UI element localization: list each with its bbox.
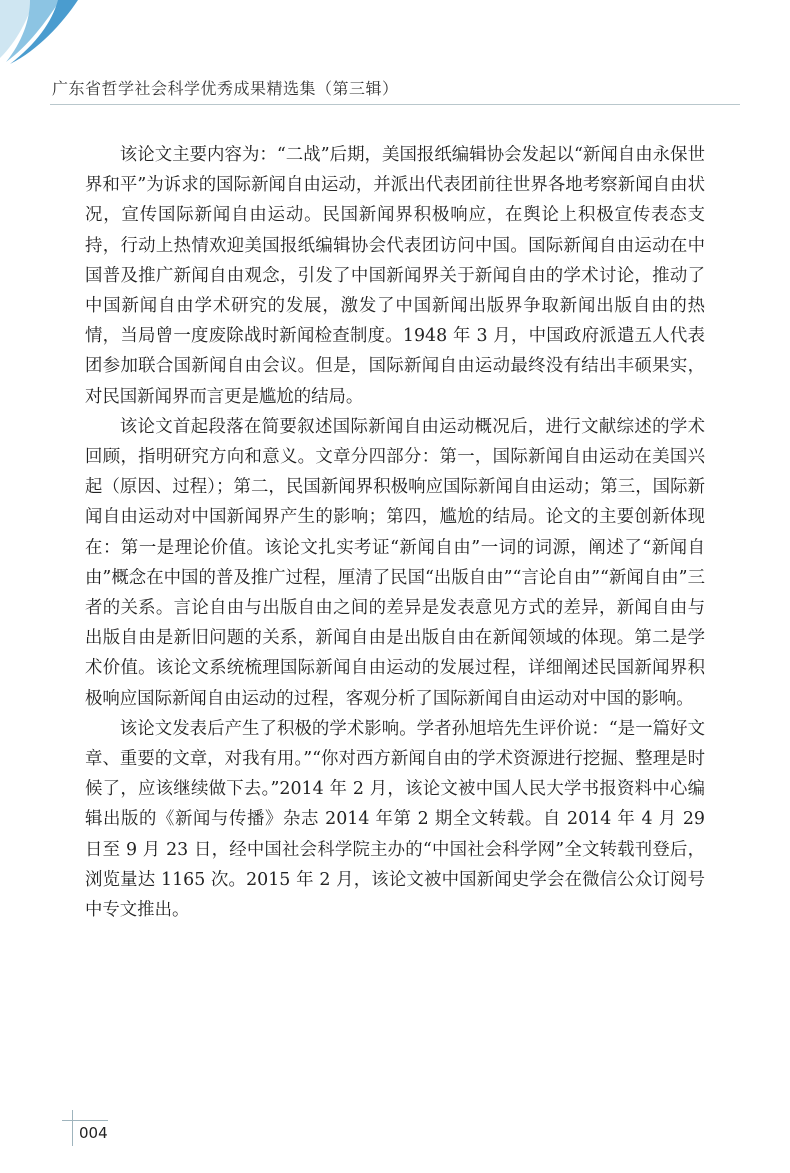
paragraph-1: 该论文主要内容为：“二战”后期，美国报纸编辑协会发起以“新闻自由永保世界和平”为诉求的国际新闻自由运动，并派出代表团前往世界各地考察新闻自由状况，宣传国际新闻自由运动。民国新闻界积极响应，在舆论上积极宣传表态支持，行动上热情欢迎美国报纸编辑协会代表团访问中国。国际新闻自由运动在中国普及推广新闻自由观念，引发了中国新闻界关于新闻自由的学术讨论，推动了中国新闻自由学术研究的发展，激发了中国新闻出版界争取新闻出版自由的热情，当局曾一度废除战时新闻检查制度。1948 年 3 月，中国政府派遣五人代表团参加联合国新闻自由会议。但是，国际新闻自由运动最终没有结出丰硕果实，对民国新闻界而言更是尴尬的结局。 (85, 145, 705, 407)
crosshair-horizontal-line (62, 1120, 108, 1121)
running-header-title: 广东省哲学社会科学优秀成果精选集（第三辑） (52, 79, 399, 98)
crosshair-vertical-line (72, 1110, 73, 1146)
corner-wave-decoration (0, 0, 90, 80)
page-number: 004 (79, 1124, 108, 1142)
paragraph-2: 该论文首起段落在简要叙述国际新闻自由运动概况后，进行文献综述的学术回顾，指明研究方向和意义。文章分四部分：第一，国际新闻自由运动在美国兴起（原因、过程）；第二，民国新闻界积极响应国际新闻自由运动；第三，国际新闻自由运动对中国新闻界产生的影响；第四，尴尬的结局。论文的主要创新体现在：第一是理论价值。该论文扎实考证“新闻自由”一词的词源，阐述了“新闻自由”概念在中国的普及推广过程，厘清了民国“出版自由”“言论自由”“新闻自由”三者的关系。言论自由与出版自由之间的差异是发表意见方式的差异，新闻自由与出版自由是新旧问题的关系，新闻自由是出版自由在新闻领域的体现。第二是学术价值。该论文系统梳理国际新闻自由运动的发展过程，详细阐述民国新闻界积极响应国际新闻自由运动的过程，客观分析了国际新闻自由运动对中国的影响。 (85, 416, 705, 709)
article-body (85, 140, 705, 925)
paragraph-3: 该论文发表后产生了积极的学术影响。学者孙旭培先生评价说：“是一篇好文章、重要的文章，对我有用。”“你对西方新闻自由的学术资源进行挖掘、整理是时候了，应该继续做下去。”2014 年 2 月，该论文被中国人民大学书报资料中心编辑出版的《新闻与传播》杂志 2014 年第 2 期全文转载。自 2014 年 4 月 29 日至 9 月 23 日，经中国社会科学院主办的“中国社会科学网”全文转载刊登后，浏览量达 1165 次。2015 年 2 月，该论文被中国新闻史学会在微信公众订阅号中专文推出。 (85, 718, 705, 921)
header-divider (50, 104, 740, 105)
